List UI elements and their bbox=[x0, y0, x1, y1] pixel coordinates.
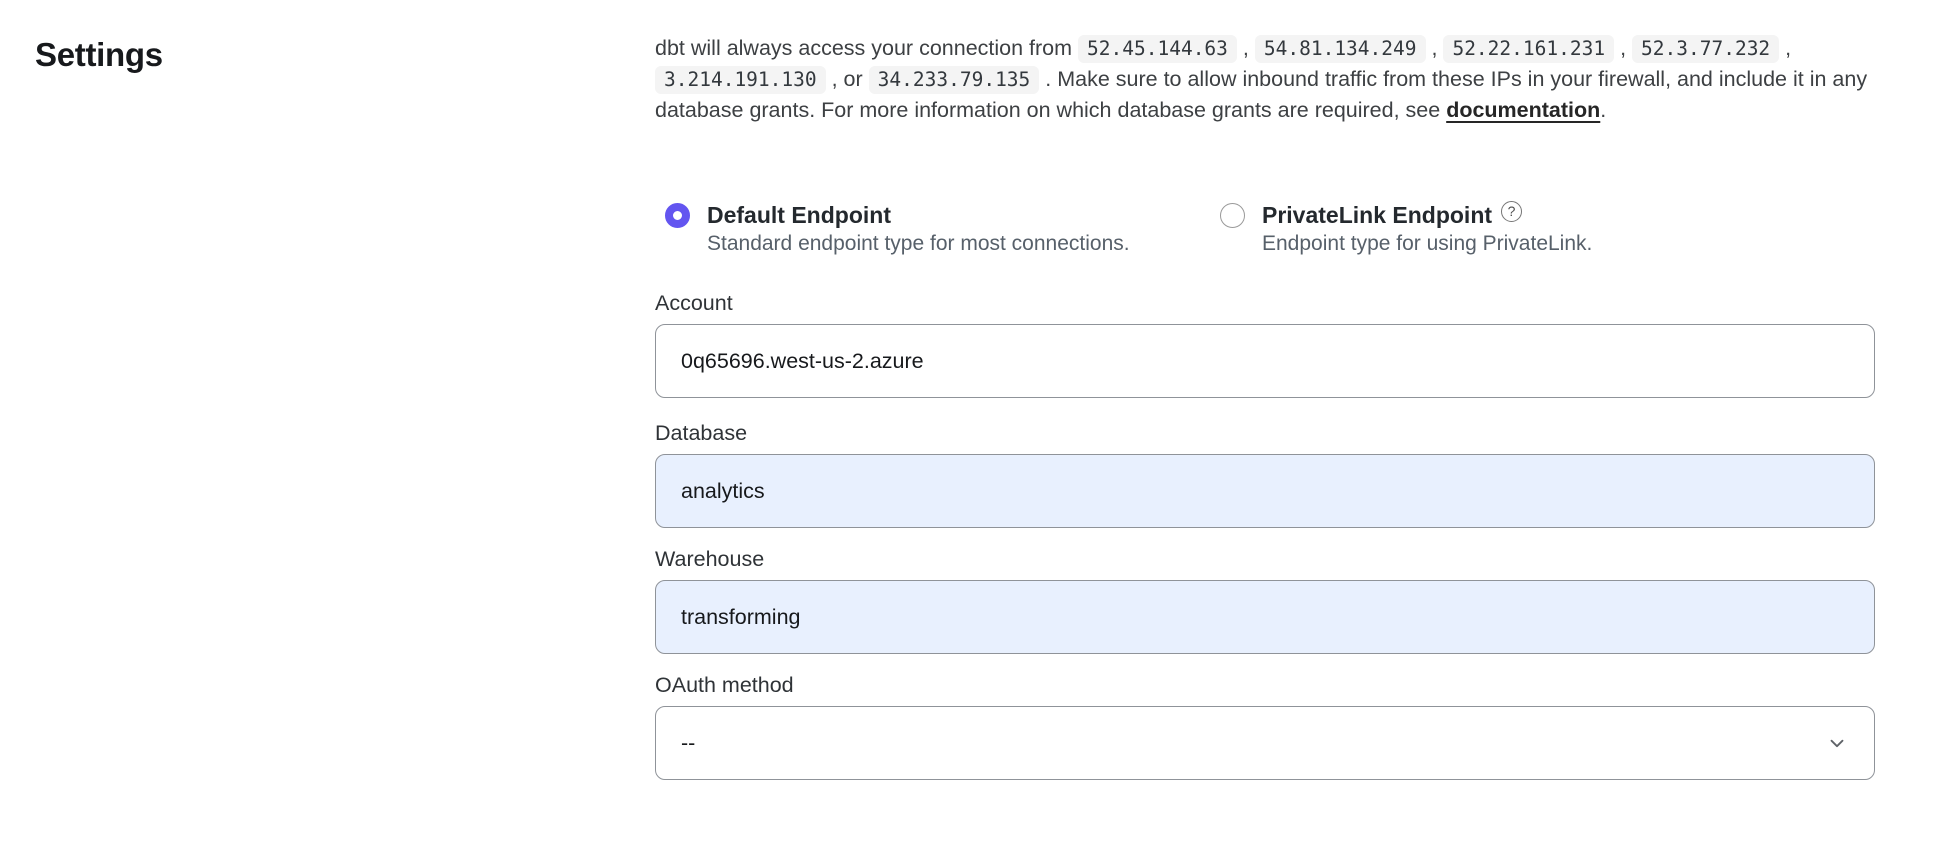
radio-default-endpoint[interactable] bbox=[665, 203, 690, 228]
ip-address-chip: 52.3.77.232 bbox=[1632, 35, 1779, 63]
intro-text: . bbox=[1600, 98, 1607, 122]
intro-text: dbt will always access your connection from bbox=[655, 36, 1073, 60]
account-label: Account bbox=[655, 291, 733, 315]
help-icon[interactable]: ? bbox=[1501, 201, 1522, 222]
ip-address-chip: 3.214.191.130 bbox=[655, 66, 826, 94]
separator: , bbox=[1785, 36, 1792, 60]
ip-address-chip: 52.45.144.63 bbox=[1078, 35, 1237, 63]
radio-option-privatelink-endpoint[interactable] bbox=[1220, 200, 1592, 258]
database-field bbox=[655, 420, 1875, 528]
radio-option-default-endpoint[interactable] bbox=[665, 200, 1220, 258]
database-label: Database bbox=[655, 421, 748, 445]
warehouse-field bbox=[655, 546, 1875, 654]
radio-description: Endpoint type for using PrivateLink. bbox=[1262, 232, 1593, 255]
endpoint-type-radio-group bbox=[655, 200, 1875, 258]
page-title: Settings bbox=[35, 36, 163, 73]
oauth-method-select[interactable] bbox=[655, 706, 1875, 780]
separator: , or bbox=[831, 67, 863, 91]
intro-paragraph bbox=[655, 33, 1875, 126]
account-input[interactable] bbox=[655, 324, 1875, 398]
oauth-method-selected-value: -- bbox=[681, 730, 696, 755]
ip-address-chip: 52.22.161.231 bbox=[1443, 35, 1614, 63]
oauth-method-label: OAuth method bbox=[655, 673, 794, 697]
separator: , bbox=[1620, 36, 1627, 60]
warehouse-input[interactable] bbox=[655, 580, 1875, 654]
database-input[interactable] bbox=[655, 454, 1875, 528]
connection-settings-panel bbox=[655, 0, 1875, 780]
ip-address-chip: 54.81.134.249 bbox=[1255, 35, 1426, 63]
account-field bbox=[655, 290, 1875, 398]
radio-privatelink-endpoint[interactable] bbox=[1220, 203, 1245, 228]
radio-description: Standard endpoint type for most connections. bbox=[707, 232, 1130, 255]
intro-text: . Make sure to allow inbound traffic from these IPs in your firewall, and include it in any database grants. For more information on which database grants are required, see bbox=[655, 67, 1868, 122]
separator: , bbox=[1431, 36, 1438, 60]
separator: , bbox=[1242, 36, 1249, 60]
oauth-method-field bbox=[655, 672, 1875, 780]
documentation-link[interactable]: documentation bbox=[1446, 98, 1601, 122]
ip-address-chip: 34.233.79.135 bbox=[869, 66, 1040, 94]
chevron-down-icon bbox=[1826, 732, 1848, 754]
radio-label: Default Endpoint bbox=[707, 202, 891, 228]
radio-label: PrivateLink Endpoint bbox=[1262, 202, 1493, 228]
warehouse-label: Warehouse bbox=[655, 547, 765, 571]
